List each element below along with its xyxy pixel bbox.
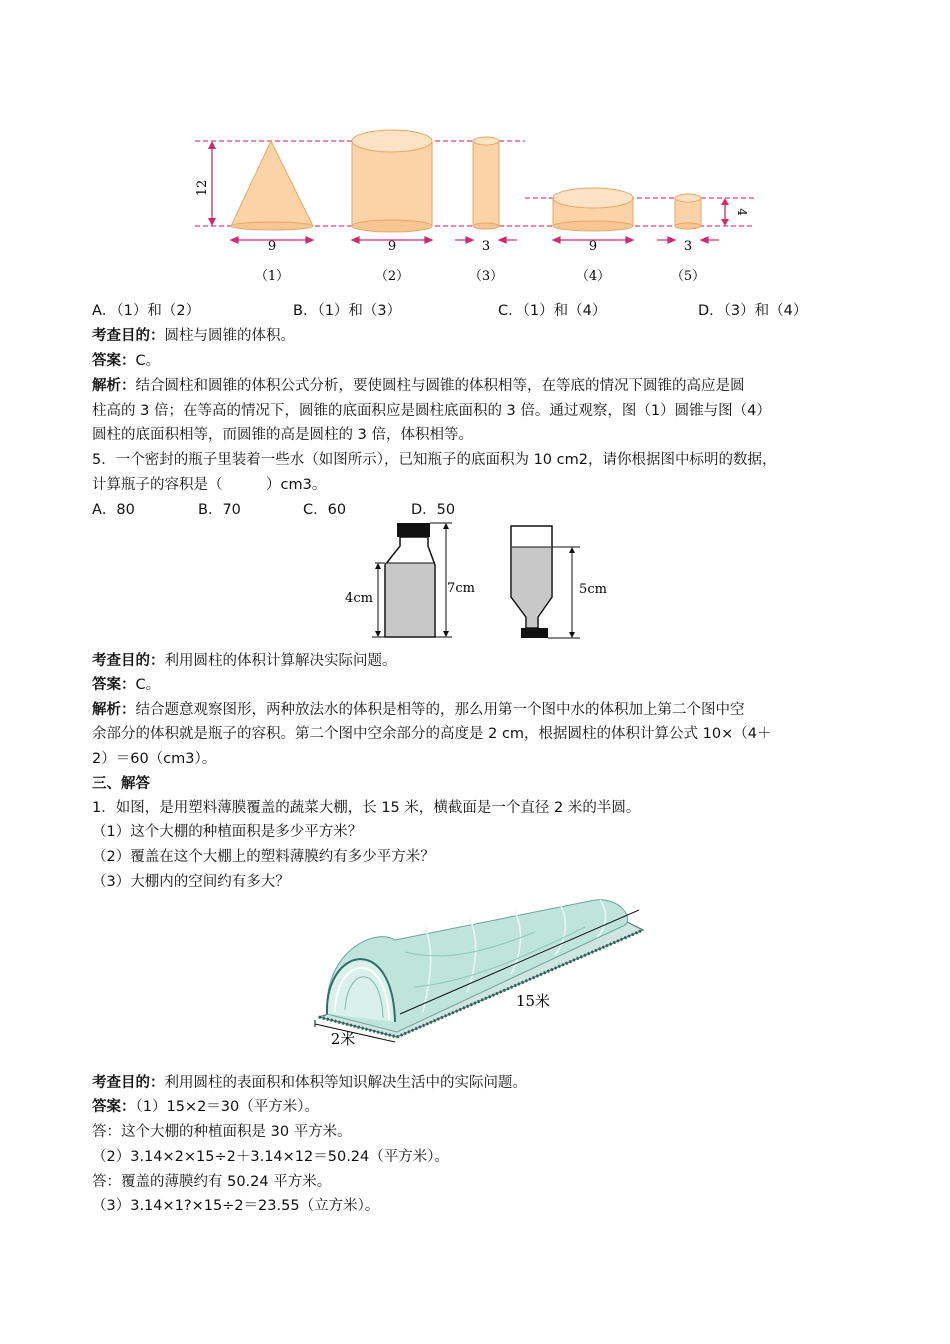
bottle-height-label: 7cm	[447, 581, 475, 596]
s3-q1-purpose: 考查目的：利用圆柱的表面积和体积等知识解决生活中的实际问题。	[92, 1075, 527, 1091]
s3-q1-answer-line: 答：覆盖的薄膜约有 50.24 平方米。	[92, 1174, 332, 1190]
cylinder-3-shape	[473, 141, 499, 226]
dim-2: 9	[387, 239, 397, 254]
s3-q1-stem: 1．如图，是用塑料薄膜覆盖的蔬菜大棚，长 15 米，横截面是一个直径 2 米的半圆。	[92, 800, 641, 816]
q5-answer: 答案：C。	[92, 677, 161, 693]
bottles-figure	[340, 520, 620, 645]
dim-5: 3	[683, 239, 693, 254]
height-label-4: 4	[735, 208, 749, 216]
q5-option-a[interactable]: A．80	[92, 502, 135, 518]
s3-q1-sub: （1）这个大棚的种植面积是多少平方米？	[92, 824, 363, 840]
length-label: 15米	[515, 992, 551, 1010]
q5-stem: 5．一个密封的瓶子里装着一些水（如图所示），已知瓶子的底面积为 10 cm2，请你根据图中标明的数据，	[92, 452, 777, 468]
s3-q1-answer: 答案：（1）15×2＝30（平方米）。	[92, 1099, 320, 1115]
q4-option-b[interactable]: B．（1）和（3）	[293, 303, 402, 319]
solids-figure	[185, 120, 765, 295]
q4-analysis-line: 圆柱的底面积相等，而圆锥的高是圆柱的 3 倍，体积相等。	[92, 427, 473, 443]
s3-q1-answer-line: 答：这个大棚的种植面积是 30 平方米。	[92, 1124, 352, 1140]
q4-option-d[interactable]: D．（3）和（4）	[698, 303, 808, 319]
caption-2: （2）	[374, 269, 410, 284]
q4-analysis-line: 解析：结合圆柱和圆锥的体积公式分析，要使圆柱与圆锥的体积相等，在等底的情况下圆锥的高应是圆	[92, 378, 745, 394]
s3-q1-sub: （3）大棚内的空间约有多大？	[92, 874, 290, 890]
height-label-12: 12	[195, 179, 210, 197]
s3-q1-sub: （2）覆盖在这个大棚上的塑料薄膜约有多少平方米？	[92, 849, 435, 865]
caption-1: （1）	[254, 269, 290, 284]
q4-options	[0, 301, 950, 321]
q5-stem: 计算瓶子的容积是（ ）cm3。	[92, 477, 327, 493]
q5-analysis-line: 余部分的体积就是瓶子的容积。第二个图中空余部分的高度是 2 cm，根据圆柱的体积计算公式 10×（4＋	[92, 726, 772, 742]
dim-4: 9	[588, 239, 598, 254]
greenhouse-figure	[305, 892, 650, 1057]
q5-options	[0, 500, 950, 520]
q4-option-a[interactable]: A．（1）和（2）	[92, 303, 201, 319]
caption-3: （3）	[468, 269, 504, 284]
upright-water	[386, 563, 434, 636]
s3-q1-answer-line: （3）3.14×1?×15÷2＝23.55（立方米）。	[92, 1198, 380, 1214]
cone-shape	[231, 141, 313, 226]
q5-analysis-line: 2）＝60（cm3）。	[92, 751, 217, 767]
caption-4: （4）	[575, 269, 611, 284]
q5-analysis-line: 解析：结合题意观察图形，两种放法水的体积是相等的，那么用第一个图中水的体积加上第二个图中空	[92, 702, 745, 718]
inverted-water	[512, 547, 551, 627]
q5-option-c[interactable]: C．60	[303, 502, 347, 518]
cylinder-2-shape	[352, 141, 432, 226]
q4-analysis-line: 柱高的 3 倍；在等高的情况下，圆锥的底面积应是圆柱底面积的 3 倍。通过观察，图（1）圆锥与图（4）	[92, 403, 771, 419]
s3-q1-answer-line: （2）3.14×2×15÷2＋3.14×12＝50.24（平方米）。	[92, 1149, 450, 1165]
q4-answer: 答案：C。	[92, 353, 161, 369]
section-heading: 三、解答	[92, 776, 150, 792]
q4-option-c[interactable]: C．（1）和（4）	[498, 303, 607, 319]
dim-3: 3	[481, 239, 491, 254]
q5-purpose: 考查目的：利用圆柱的体积计算解决实际问题。	[92, 653, 397, 669]
water-height-label: 4cm	[345, 591, 373, 606]
caption-5: （5）	[670, 269, 706, 284]
q5-option-d[interactable]: D．50	[411, 502, 456, 518]
q5-option-b[interactable]: B．70	[198, 502, 241, 518]
diameter-label: 2米	[330, 1030, 356, 1048]
dim-1: 9	[267, 239, 277, 254]
q4-purpose: 考查目的：圆柱与圆锥的体积。	[92, 328, 295, 344]
inverted-height-label: 5cm	[579, 582, 607, 597]
